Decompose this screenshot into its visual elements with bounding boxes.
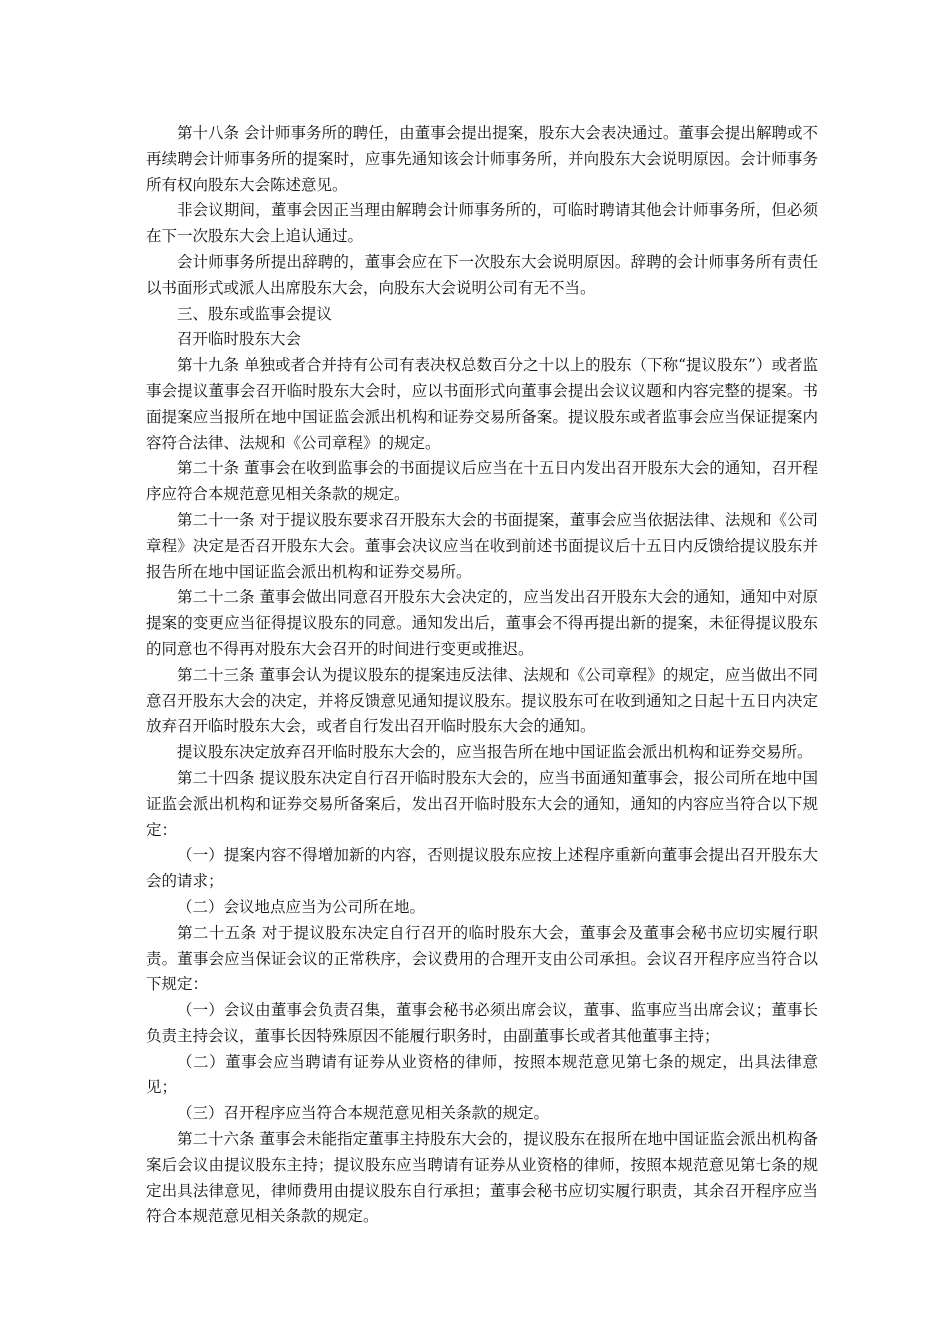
paragraph-article-25: 第二十五条 对于提议股东决定自行召开的临时股东大会，董事会及董事会秘书应切实履行职责。董事会应当保证会议的正常秩序，会议费用的合理开支由公司承担。会议召开程序应当符合以下规定： [146, 923, 818, 994]
paragraph-article-24: 第二十四条 提议股东决定自行召开临时股东大会的，应当书面通知董事会，报公司所在地中国证监会派出机构和证券交易所备案后，发出召开临时股东大会的通知，通知的内容应当符合以下规定： [146, 768, 818, 839]
section-heading-3: 三、股东或监事会提议 [177, 304, 333, 323]
paragraph-article-19: 第十九条 单独或者合并持有公司有表决权总数百分之十以上的股东（下称“提议股东”）或者监事会提议董事会召开临时股东大会时，应以书面形式向董事会提出会议议题和内容完整的提案。书面提案应当报所在地中国证监会派出机构和证券交易所备案。提议股东或者监事会应当保证提案内容符合法律、法规和《公司章程》的规定。 [146, 356, 818, 452]
paragraph-article-22: 第二十二条 董事会做出同意召开股东大会决定的，应当发出召开股东大会的通知，通知中对原提案的变更应当征得提议股东的同意。通知发出后，董事会不得再提出新的提案，未征得提议股东的同意也不得再对股东大会召开的时间进行变更或推迟。 [146, 588, 818, 658]
paragraph-article-23: 第二十三条 董事会认为提议股东的提案违反法律、法规和《公司章程》的规定，应当做出不同意召开股东大会的决定，并将反馈意见通知提议股东。提议股东可在收到通知之日起十五日内决定放弃召开临时股东大会，或者自行发出召开临时股东大会的通知。 [146, 665, 818, 736]
paragraph-abandon-meeting: 提议股东决定放弃召开临时股东大会的，应当报告所在地中国证监会派出机构和证券交易所。 [177, 743, 813, 762]
document-body [146, 121, 818, 1230]
paragraph-non-meeting-dismissal: 非会议期间，董事会因正当理由解聘会计师事务所的，可临时聘请其他会计师事务所，但必须在下一次股东大会上追认通过。 [146, 201, 818, 246]
paragraph-article-25-item-1: （一）会议由董事会负责召集，董事会秘书必须出席会议，董事、监事应当出席会议；董事长负责主持会议，董事长因特殊原因不能履行职务时，由副董事长或者其他董事主持； [146, 1001, 818, 1045]
paragraph-article-25-item-3: （三）召开程序应当符合本规范意见相关条款的规定。 [177, 1104, 550, 1123]
paragraph-article-24-item-2: （二）会议地点应当为公司所在地。 [177, 897, 426, 916]
subheading-extraordinary-meeting: 召开临时股东大会 [177, 330, 302, 349]
paragraph-article-25-item-2: （二）董事会应当聘请有证券从业资格的律师，按照本规范意见第七条的规定，出具法律意见； [146, 1052, 818, 1097]
paragraph-article-26: 第二十六条 董事会未能指定董事主持股东大会的，提议股东在报所在地中国证监会派出机构备案后会议由提议股东主持；提议股东应当聘请有证券从业资格的律师，按照本规范意见第七条的规定出具法律意见，律师费用由提议股东自行承担；董事会秘书应切实履行职责，其余召开程序应当符合本规范意见相关条款的规定。 [146, 1130, 818, 1226]
paragraph-resignation: 会计师事务所提出辞聘的，董事会应在下一次股东大会说明原因。辞聘的会计师事务所有责任以书面形式或派人出席股东大会，向股东大会说明公司有无不当。 [146, 252, 818, 297]
paragraph-article-24-item-1: （一）提案内容不得增加新的内容，否则提议股东应按上述程序重新向董事会提出召开股东大会的请求； [146, 846, 818, 891]
paragraph-article-20: 第二十条 董事会在收到监事会的书面提议后应当在十五日内发出召开股东大会的通知，召开程序应符合本规范意见相关条款的规定。 [146, 459, 818, 504]
paragraph-article-18: 第十八条 会计师事务所的聘任，由董事会提出提案，股东大会表决通过。董事会提出解聘或不再续聘会计师事务所的提案时，应事先通知该会计师事务所，并向股东大会说明原因。会计师事务所有权向股东大会陈述意见。 [146, 124, 818, 194]
paragraph-article-21: 第二十一条 对于提议股东要求召开股东大会的书面提案，董事会应当依据法律、法规和《公司章程》决定是否召开股东大会。董事会决议应当在收到前述书面提议后十五日内反馈给提议股东并报告所在地中国证监会派出机构和证券交易所。 [146, 510, 818, 581]
